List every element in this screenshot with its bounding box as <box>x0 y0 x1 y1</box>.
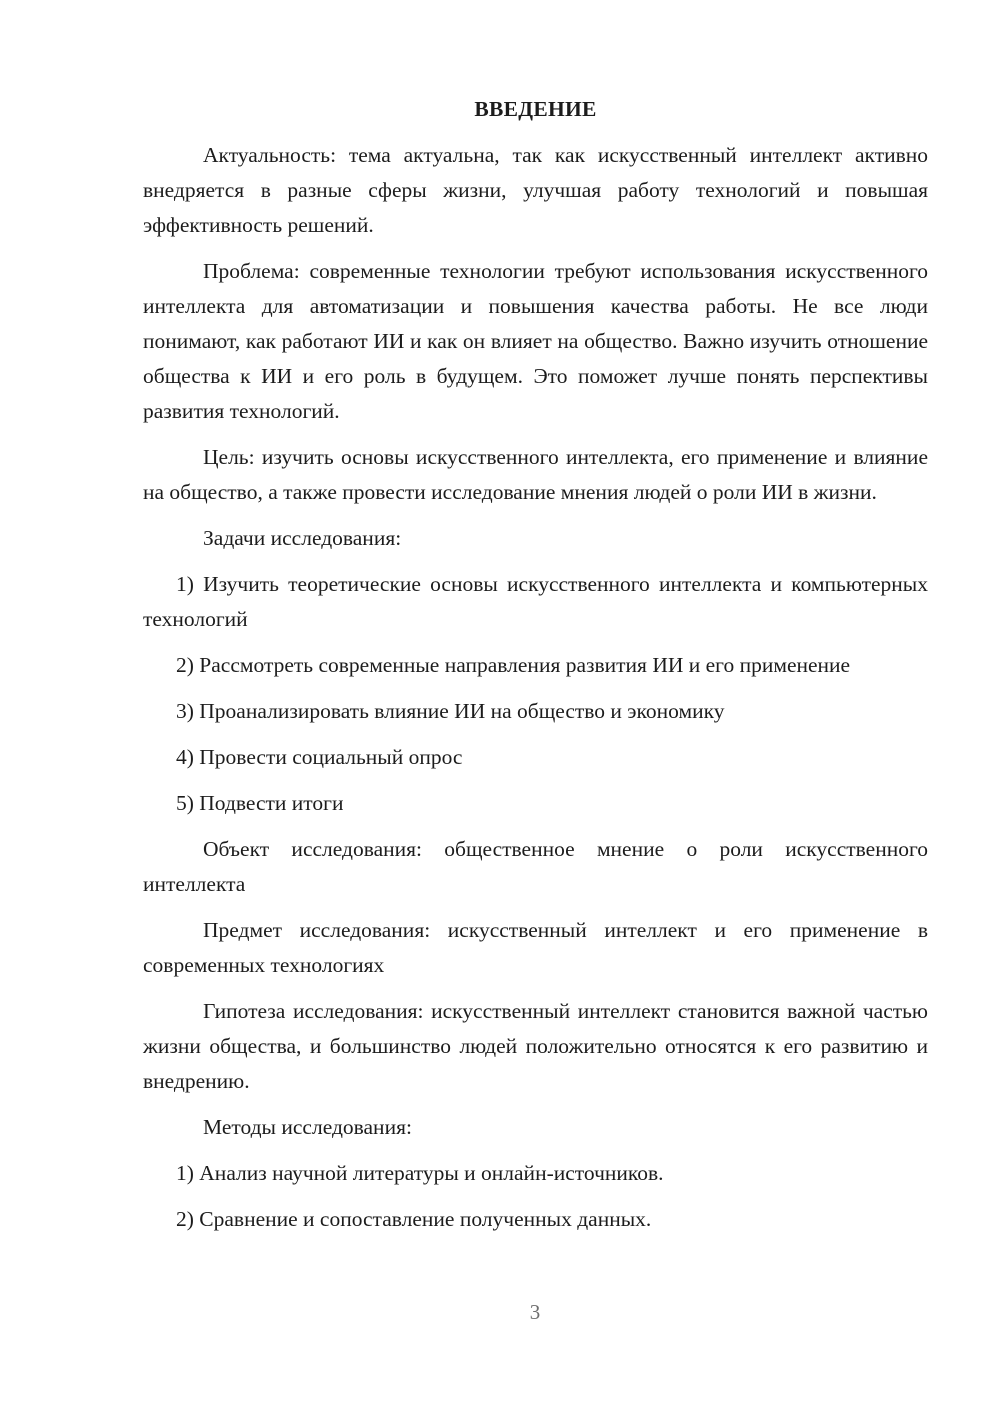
paragraph-methods-heading: Методы исследования: <box>203 1115 412 1139</box>
task-item: 5) Подвести итоги <box>176 791 344 815</box>
method-item: 1) Анализ научной литературы и онлайн-источников. <box>176 1161 664 1185</box>
task-item: 3) Проанализировать влияние ИИ на общество и экономику <box>176 699 725 723</box>
page-title: ВВЕДЕНИЕ <box>474 97 597 121</box>
paragraph-tasks-heading: Задачи исследования: <box>203 526 402 550</box>
paragraph-hypothesis: Гипотеза исследования: искусственный интеллект становится важной частью жизни общества, и большинство людей положительно относятся к его развитию и внедрению. <box>143 999 928 1093</box>
task-item: 2) Рассмотреть современные направления развития ИИ и его применение <box>176 653 851 677</box>
document-page <box>143 92 928 1248</box>
task-item: 1) Изучить теоретические основы искусственного интеллекта и компьютерных технологий <box>143 572 928 631</box>
paragraph-goal: Цель: изучить основы искусственного интеллекта, его применение и влияние на общество, а также провести исследование мнения людей о роли ИИ в жизни. <box>143 445 928 504</box>
paragraph-object: Объект исследования: общественное мнение о роли искусственного интеллекта <box>143 837 928 896</box>
method-item: 2) Сравнение и сопоставление полученных данных. <box>176 1207 652 1231</box>
paragraph-relevance: Актуальность: тема актуальна, так как искусственный интеллект активно внедряется в разные сферы жизни, улучшая работу технологий и повышая эффективность решений. <box>143 143 928 237</box>
paragraph-problem: Проблема: современные технологии требуют использования искусственного интеллекта для автоматизации и повышения качества работы. Не все люди понимают, как работают ИИ и как он влияет на общество. Важно изучить отношение общества к ИИ и его роль в будущем. Это поможет лучше понять перспективы развития технологий. <box>143 259 928 423</box>
task-item: 4) Провести социальный опрос <box>176 745 463 769</box>
paragraph-subject: Предмет исследования: искусственный интеллект и его применение в современных технологиях <box>143 918 928 977</box>
page-number: 3 <box>529 1300 541 1324</box>
